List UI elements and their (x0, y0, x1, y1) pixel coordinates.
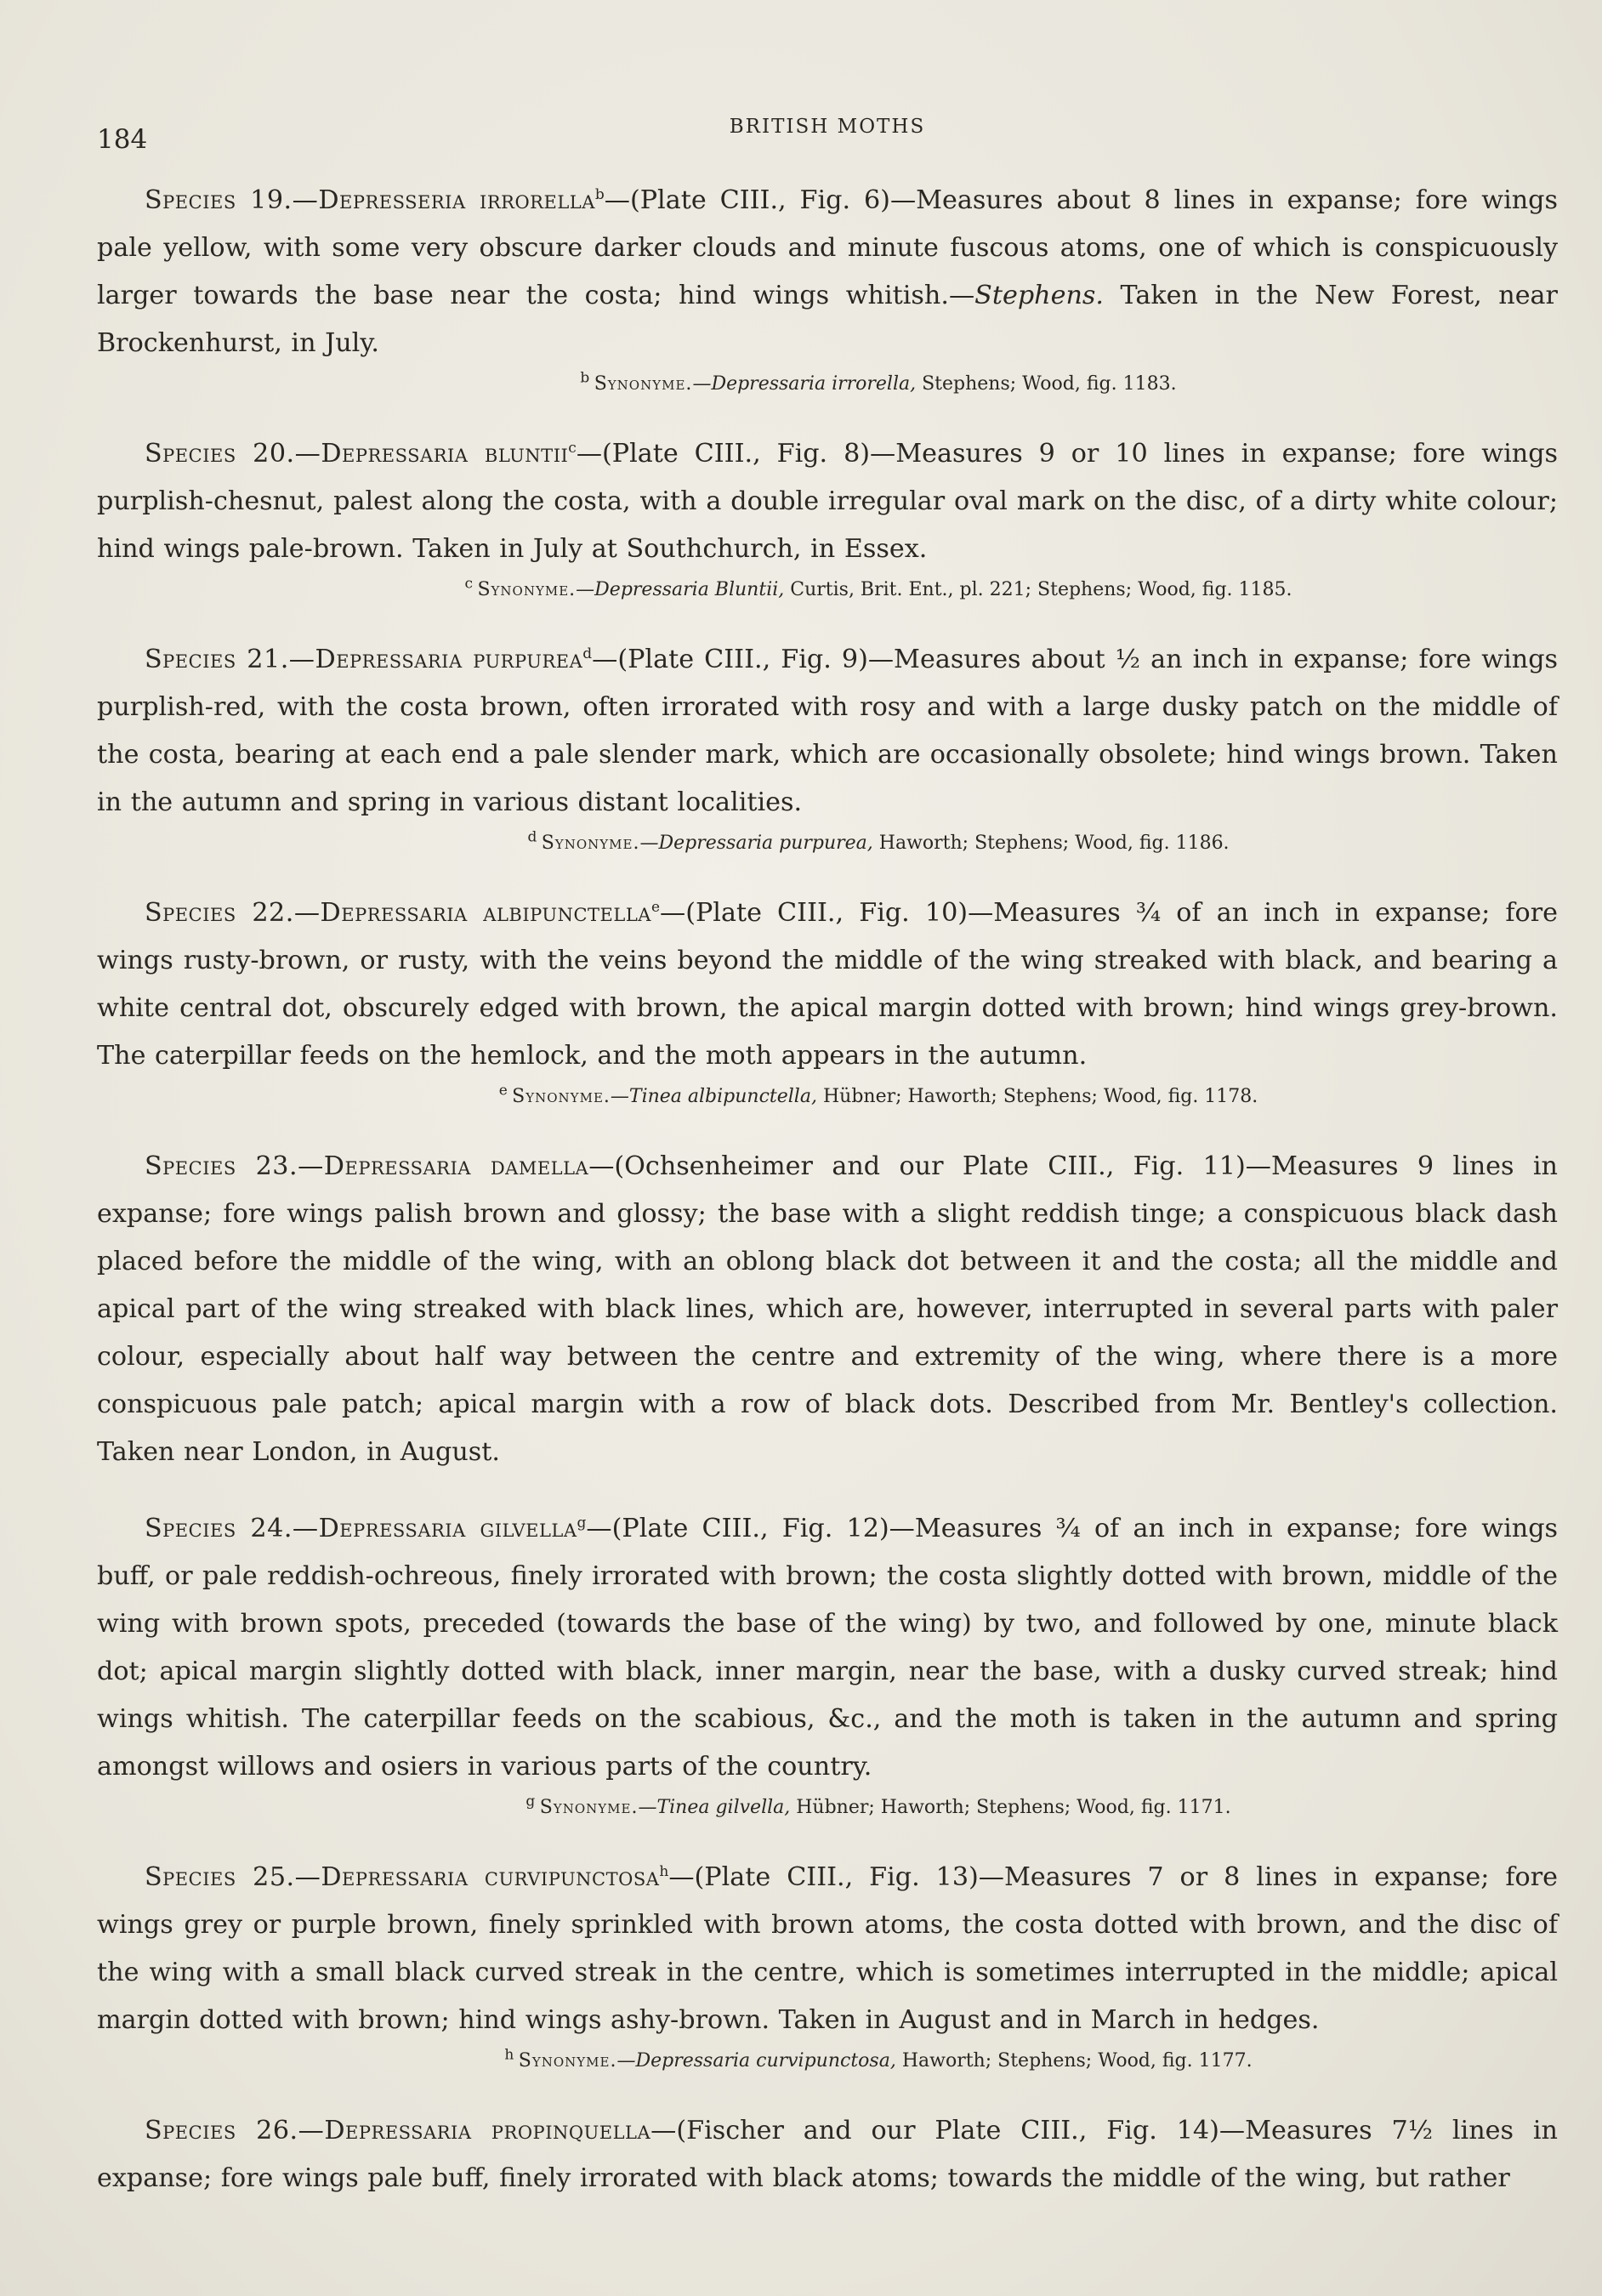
footnote-marker: d (582, 645, 593, 662)
species-entry (97, 2107, 1558, 2202)
species-description: —(Plate CIII., Fig. 13)—Measures 7 or 8 lines in expanse; fore wings grey or purple brown, finely sprinkled with brown atoms, the costa dotted with brown, and the disc of the wing with a small black curved streak in the centre, which is sometimes interrupted in the middle; apical margin dotted with brown; hind wings ashy-brown. Taken in August and in March in hedges. (97, 1862, 1558, 2035)
entry-spacer (97, 1476, 1558, 1505)
species-label: Species 23.— (145, 1151, 324, 1181)
species-entry (97, 1143, 1558, 1476)
synonym-references: Curtis, Brit. Ent., pl. 221; Stephens; Wood, fig. 1185. (784, 579, 1292, 600)
species-entry (97, 430, 1558, 573)
species-entry (97, 1854, 1558, 2044)
species-label: Species 26.— (145, 2116, 325, 2145)
footnote-marker: b (594, 185, 605, 203)
entry-spacer (97, 1114, 1558, 1143)
synonym-references: Hübner; Haworth; Stephens; Wood, fig. 1178. (816, 1086, 1258, 1107)
running-title: BRITISH MOTHS (729, 116, 926, 138)
species-description-tail: Taken in the New Forest, near Brockenhurst, in July. (97, 281, 1558, 358)
synonyme-label: Synonyme. (518, 2050, 617, 2072)
synonyme-label: Synonyme. (512, 1086, 611, 1107)
footnote-marker: g (577, 1514, 587, 1532)
footnote-marker: c (464, 575, 478, 593)
entry-spacer (97, 1825, 1558, 1854)
synonyme-footnote (97, 1080, 1558, 1114)
species-name: Depressaria bluntii (321, 439, 569, 469)
page-number: 184 (97, 124, 148, 155)
synonyme-label: Synonyme. (541, 833, 640, 854)
entry-spacer (97, 2078, 1558, 2107)
footnote-marker: c (568, 439, 577, 457)
page-header (97, 116, 1558, 155)
footnote-marker: b (580, 369, 594, 387)
entry-spacer (97, 401, 1558, 430)
species-name: Depressaria albipunctella (320, 898, 651, 928)
species-name: Depressaria purpurea (315, 645, 583, 674)
synonym-name: —Depressaria Bluntii, (576, 579, 785, 600)
species-label: Species 19.— (145, 185, 319, 215)
synonym-name: —Depressaria curvipunctosa, (616, 2050, 896, 2072)
synonym-references: Haworth; Stephens; Wood, fig. 1186. (872, 833, 1230, 854)
species-description: —(Plate CIII., Fig. 6)—Measures about 8 lines in expanse; fore wings pale yellow, with some very obscure darker clouds and minute fuscous atoms, one of which is conspicuously larger towards the base near the costa; hind wings whitish.— (97, 185, 1558, 310)
synonyme-footnote (97, 367, 1558, 401)
species-description: —(Ochsenheimer and our Plate CIII., Fig. 11)—Measures 9 lines in expanse; fore wings palish brown and glossy; the base with a slight reddish tinge; a conspicuous black dash placed before the middle of the wing, with an oblong black dot between it and the costa; all the middle and apical part of the wing streaked with black lines, which are, however, interrupted in several parts with paler colour, especially about half way between the centre and extremity of the wing, where there is a more conspicuous pale patch; apical margin with a row of black dots. Described from Mr. Bentley's collection. Taken near London, in August. (97, 1151, 1558, 1467)
synonym-name: —Depressaria purpurea, (639, 833, 873, 854)
footnote-marker: e (650, 898, 661, 916)
species-entry (97, 1505, 1558, 1791)
species-description: —(Plate CIII., Fig. 8)—Measures 9 or 10 lines in expanse; fore wings purplish-chesnut, palest along the costa, with a double irregular oval mark on the disc, of a dirty white colour; hind wings pale-brown. Taken in July at Southchurch, in Essex. (97, 439, 1559, 564)
synonyme-footnote (97, 1791, 1558, 1825)
synonym-name: —Tinea gilvella, (638, 1797, 791, 1818)
species-name: Depresseria irrorella (318, 185, 595, 215)
species-name: Depressaria propinquella (324, 2116, 651, 2145)
species-label: Species 25.— (145, 1862, 321, 1892)
entry-spacer (97, 861, 1558, 889)
page-body (97, 177, 1558, 2202)
species-entry (97, 889, 1558, 1080)
footnote-marker: d (527, 828, 542, 846)
synonym-name: —Tinea albipunctella, (610, 1086, 817, 1107)
species-description: —(Fischer and our Plate CIII., Fig. 14)—Measures 7½ lines in expanse; fore wings pale buff, finely irrorated with black atoms; towards the middle of the wing, but rather (97, 2116, 1559, 2193)
footnote-marker: h (504, 2046, 519, 2064)
authority: Stephens. (974, 281, 1104, 310)
synonyme-footnote (97, 2044, 1558, 2078)
species-description: —(Plate CIII., Fig. 9)—Measures about ½ an inch in expanse; fore wings purplish-red, with the costa brown, often irrorated with rosy and with a large dusky patch on the middle of the costa, bearing at each end a pale slender mark, which are occasionally obsolete; hind wings brown. Taken in the autumn and spring in various distant localities. (97, 645, 1559, 817)
synonym-name: —Depressaria irrorella, (692, 373, 917, 395)
synonyme-label: Synonyme. (594, 373, 693, 395)
species-label: Species 20.— (145, 439, 321, 469)
species-name: Depressaria gilvella (318, 1514, 577, 1543)
species-label: Species 21.— (145, 645, 315, 674)
species-description: —(Plate CIII., Fig. 12)—Measures ¾ of an inch in expanse; fore wings buff, or pale reddish-ochreous, finely irrorated with brown; the costa slightly dotted with brown, middle of the wing with brown spots, preceded (towards the base of the wing) by two, and followed by one, minute black dot; apical margin slightly dotted with black, inner margin, near the base, with a dusky curved streak; hind wings whitish. The caterpillar feeds on the scabious, &c., and the moth is taken in the autumn and spring amongst willows and osiers in various parts of the country. (97, 1514, 1559, 1782)
species-label: Species 24.— (145, 1514, 319, 1543)
species-name: Depressaria curvipunctosa (321, 1862, 660, 1892)
synonyme-label: Synonyme. (477, 579, 577, 600)
synonyme-label: Synonyme. (539, 1797, 639, 1818)
synonym-references: Hübner; Haworth; Stephens; Wood, fig. 1171. (790, 1797, 1231, 1818)
synonym-references: Haworth; Stephens; Wood, fig. 1177. (895, 2050, 1253, 2072)
entry-spacer (97, 607, 1558, 636)
species-name: Depressaria damella (323, 1151, 589, 1181)
synonyme-footnote (97, 827, 1558, 861)
synonym-references: Stephens; Wood, fig. 1183. (916, 373, 1177, 395)
footnote-marker: e (498, 1082, 513, 1100)
species-entry (97, 636, 1558, 827)
species-entry (97, 177, 1558, 367)
species-description: —(Plate CIII., Fig. 10)—Measures ¾ of an inch in expanse; fore wings rusty-brown, or rusty, with the veins beyond the middle of the wing streaked with black, and bearing a white central dot, obscurely edged with brown, the apical margin dotted with brown; hind wings grey-brown. The caterpillar feeds on the hemlock, and the moth appears in the autumn. (97, 898, 1559, 1071)
footnote-marker: h (659, 1862, 669, 1880)
synonyme-footnote (97, 573, 1558, 607)
footnote-marker: g (525, 1793, 540, 1810)
species-label: Species 22.— (145, 898, 321, 928)
